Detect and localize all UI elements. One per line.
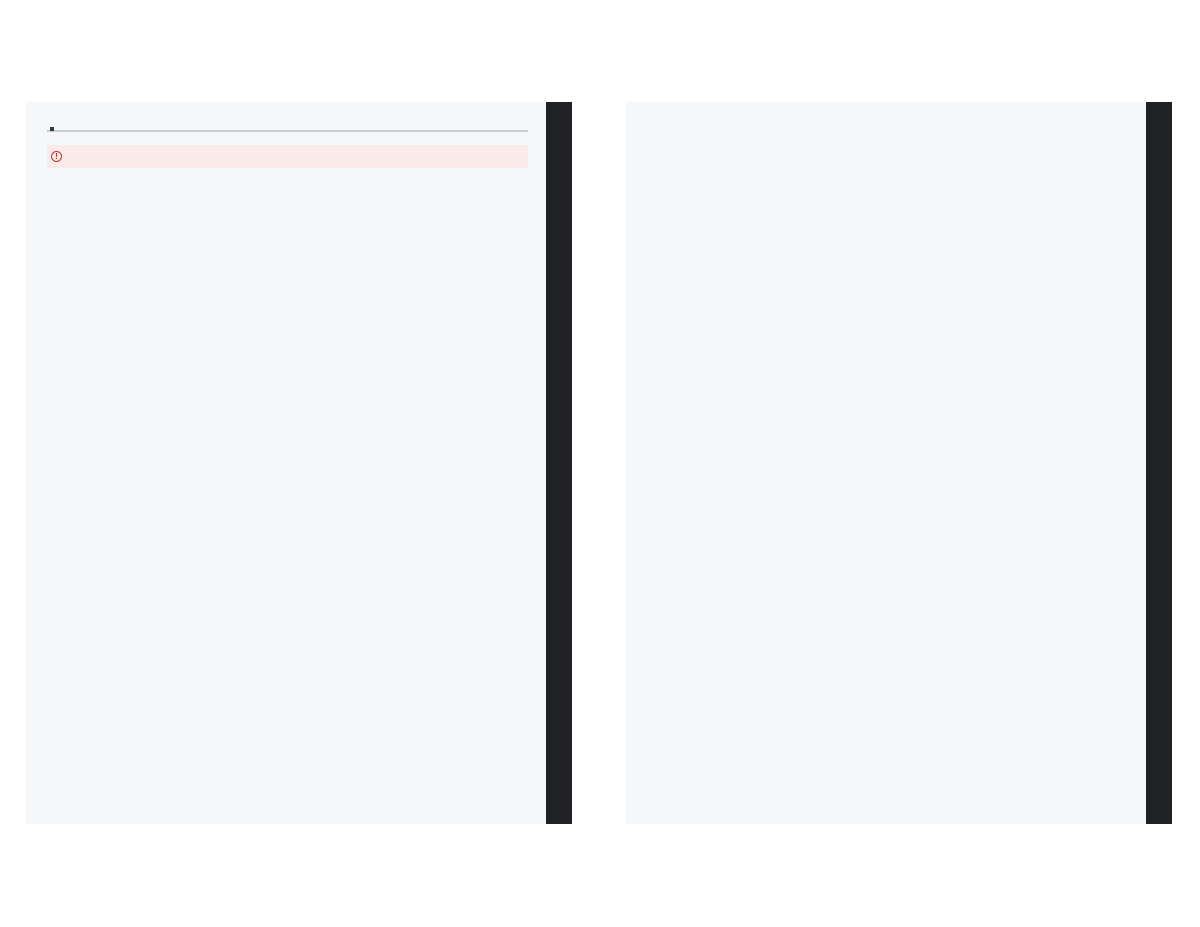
page1-footer (26, 827, 576, 837)
attempt-history-table (47, 122, 528, 142)
warning-icon: ! (51, 151, 62, 162)
col-time (269, 122, 396, 131)
table-row (47, 131, 528, 142)
col-blank (47, 122, 148, 131)
page1-content (26, 102, 546, 824)
page2-header (626, 90, 1176, 100)
page2-content (626, 102, 1146, 824)
page1-scrollbar[interactable] (546, 102, 572, 824)
hidden-answers-alert (47, 145, 528, 168)
col-attempt (148, 122, 269, 131)
score-cell (396, 131, 528, 142)
page2-footer (626, 827, 1176, 837)
attempt-cell (148, 131, 269, 142)
page2-scrollbar[interactable] (1146, 102, 1172, 824)
time-cell (269, 131, 396, 142)
row-label (47, 131, 148, 142)
col-score (396, 122, 528, 131)
page1-header (26, 90, 576, 100)
